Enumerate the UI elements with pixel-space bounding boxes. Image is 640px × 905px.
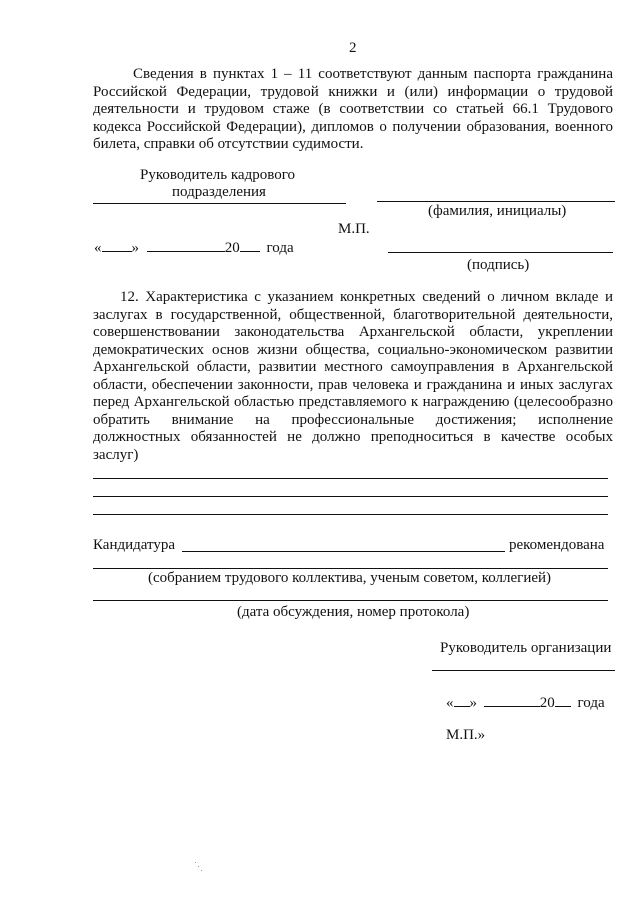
candidacy-label: Кандидатура <box>93 537 176 553</box>
org-head-year-blank[interactable] <box>555 693 571 707</box>
scan-speck <box>198 866 199 867</box>
hr-head-position-line <box>93 203 346 204</box>
scan-speck <box>195 862 196 863</box>
section12-answer-line-3[interactable] <box>93 514 608 515</box>
hr-head-day-blank[interactable] <box>102 238 132 252</box>
hr-head-title-line2: подразделения <box>172 184 266 200</box>
hr-head-stamp: М.П. <box>338 221 370 237</box>
hr-head-month-blank[interactable] <box>147 238 225 252</box>
hr-head-signature-caption: (подпись) <box>467 257 530 273</box>
org-head-signature-line[interactable] <box>432 670 615 671</box>
candidacy-caption-by: (собранием трудового коллектива, ученым советом, коллегией) <box>148 570 552 586</box>
org-head-quote-close: » <box>469 695 477 711</box>
hr-head-name-caption: (фамилия, инициалы) <box>428 203 567 219</box>
intro-paragraph: Сведения в пунктах 1 – 11 соответствуют данным паспорта гражданина Российской Федерации, трудовой книжки и (или) информации о трудовой деятельности и трудовом стаже (в соответствии со статьей 66.1 Трудового кодекса Российской Федерации), дипломов о получении образования, военного билета, справки об отсутствии судимости. <box>93 66 613 152</box>
hr-head-year-blank[interactable] <box>240 238 260 252</box>
org-head-month-blank[interactable] <box>484 693 540 707</box>
candidacy-date-line[interactable] <box>93 600 608 601</box>
org-head-title: Руководитель организации <box>440 640 612 656</box>
candidacy-suffix: рекомендована <box>509 537 605 553</box>
hr-head-title-line1: Руководитель кадрового <box>140 167 295 183</box>
hr-head-signature-line[interactable] <box>388 252 613 253</box>
org-head-stamp: М.П.» <box>446 727 486 743</box>
org-head-date <box>446 693 605 712</box>
hr-head-name-line[interactable] <box>377 201 615 202</box>
org-head-quote-open: « <box>446 695 454 711</box>
scan-speck <box>201 870 202 871</box>
hr-head-quote-open: « <box>94 240 102 256</box>
section12-paragraph: 12. Характеристика с указанием конкретных сведений о личном вкладе и заслугах в государственной, общественной, благотворительной деятельности, совершенствовании законодательства Архангельской области, укреплении демократических основ жизни общества, социально-экономическом развитии Архангельской области, развитии местного самоуправления в Архангельской области, обеспечении законности, прав человека и гражданина и иных заслугах перед Архангельской областью представляемого к награждению (целесообразно обратить внимание на профессиональные достижения; исполнение должностных обязанностей не должно преподноситься в качестве особых заслуг) <box>93 289 613 463</box>
hr-head-date <box>94 238 294 257</box>
section12-answer-line-2[interactable] <box>93 496 608 497</box>
hr-head-year-suffix: года <box>266 240 294 256</box>
hr-head-year-prefix: 20 <box>224 240 240 256</box>
page-number: 2 <box>349 40 357 56</box>
hr-head-quote-close: » <box>131 240 139 256</box>
candidacy-caption-date: (дата обсуждения, номер протокола) <box>237 604 470 620</box>
org-head-year-prefix: 20 <box>539 695 555 711</box>
org-head-year-suffix: года <box>577 695 605 711</box>
section12-answer-line-1[interactable] <box>93 478 608 479</box>
org-head-day-blank[interactable] <box>454 693 470 707</box>
candidacy-name-line[interactable] <box>182 551 505 552</box>
candidacy-by-line[interactable] <box>93 568 608 569</box>
